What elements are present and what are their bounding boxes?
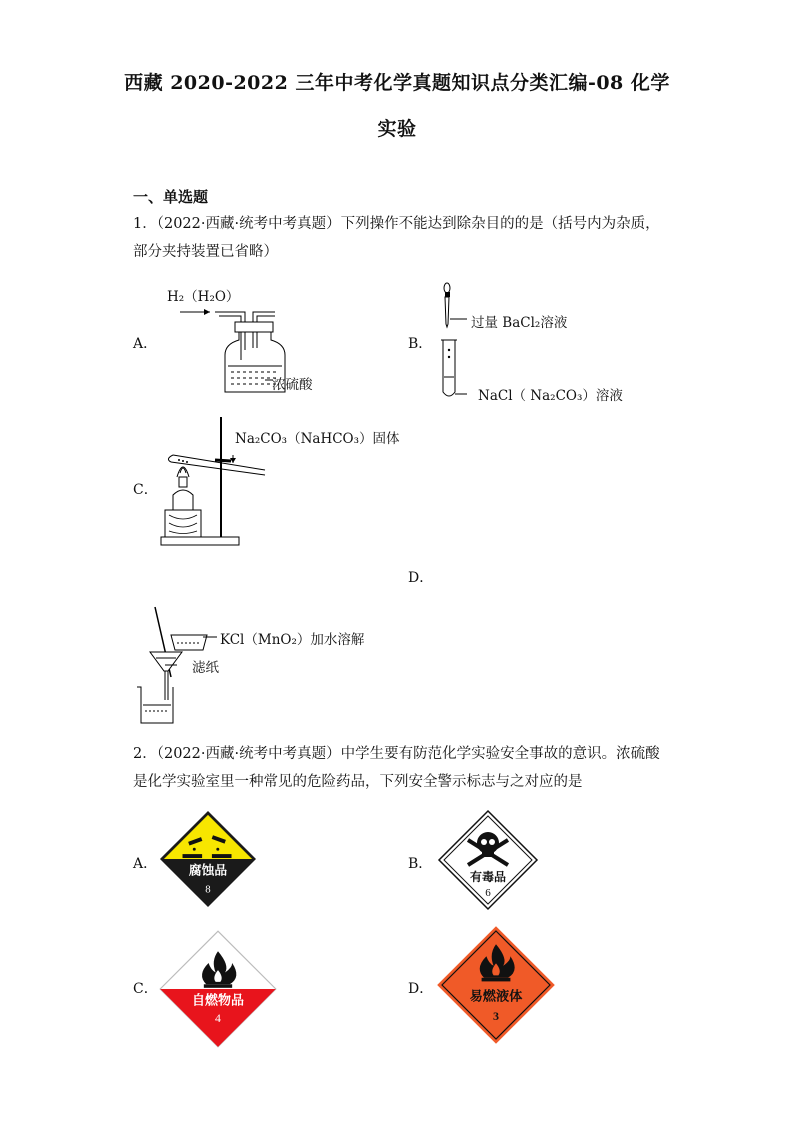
corrosive-sign-text: 腐蚀品 xyxy=(188,863,228,879)
q2-option-d-label: D． xyxy=(408,981,434,997)
spontaneous-combustion-sign xyxy=(159,930,277,1048)
q1-b-reagent-label: 过量 BaCl₂溶液 xyxy=(471,315,568,331)
toxic-sign-text: 有毒品 xyxy=(469,870,507,884)
section-heading: 一、单选题 xyxy=(133,188,209,206)
q1-a-gas-label: H₂（H₂O） xyxy=(167,289,240,305)
flammable-liquid-sign-text: 易燃液体 xyxy=(469,989,523,1005)
question-2-text: 2．（2022·西藏·统考中考真题）中学生要有防范化学实验安全事故的意识。浓硫酸是化学实验室里一种常见的危险药品，下列安全警示标志与之对应的是 xyxy=(133,746,660,790)
toxic-sign-number: 6 xyxy=(485,887,491,899)
q1-c-solid-label: Na₂CO₃（NaHCO₃）固体 xyxy=(235,431,400,447)
q1-a-liquid-label: 浓硫酸 xyxy=(272,377,313,393)
flammable-liquid-sign-number: 3 xyxy=(493,1008,499,1023)
corrosive-sign xyxy=(159,810,257,908)
q1-d-mixture-label: KCl（MnO₂）加水溶解 xyxy=(220,632,365,648)
q2-option-c-label: C． xyxy=(133,981,158,997)
q1-b-solution-label: NaCl（ Na₂CO₃）溶液 xyxy=(478,388,623,404)
q1-option-b-label: B． xyxy=(408,336,433,352)
flammable-liquid-sign xyxy=(436,925,556,1045)
document-title-line2: 实验 xyxy=(377,118,417,140)
gas-washing-bottle-diagram xyxy=(175,300,285,400)
q2-option-a-label: A． xyxy=(133,856,158,872)
corrosive-sign-number: 8 xyxy=(205,883,211,896)
q1-option-d-label: D． xyxy=(408,570,434,586)
toxic-sign xyxy=(438,810,538,910)
q2-option-b-label: B． xyxy=(408,856,433,872)
dropper-test-tube-diagram xyxy=(435,282,475,402)
spontaneous-combustion-sign-number: 4 xyxy=(215,1011,221,1026)
spontaneous-combustion-sign-text: 自燃物品 xyxy=(192,993,244,1009)
document-title-line1: 西藏 2020-2022 三年中考化学真题知识点分类汇编-08 化学 xyxy=(124,72,670,94)
question-1-text: 1．（2022·西藏·统考中考真题）下列操作不能达到除杂目的的是（括号内为杂质，部分夹持装置已省略） xyxy=(133,216,660,260)
q1-option-a-label: A． xyxy=(133,336,158,352)
q1-option-c-label: C． xyxy=(133,482,158,498)
q1-d-filter-label: 滤纸 xyxy=(192,660,219,676)
